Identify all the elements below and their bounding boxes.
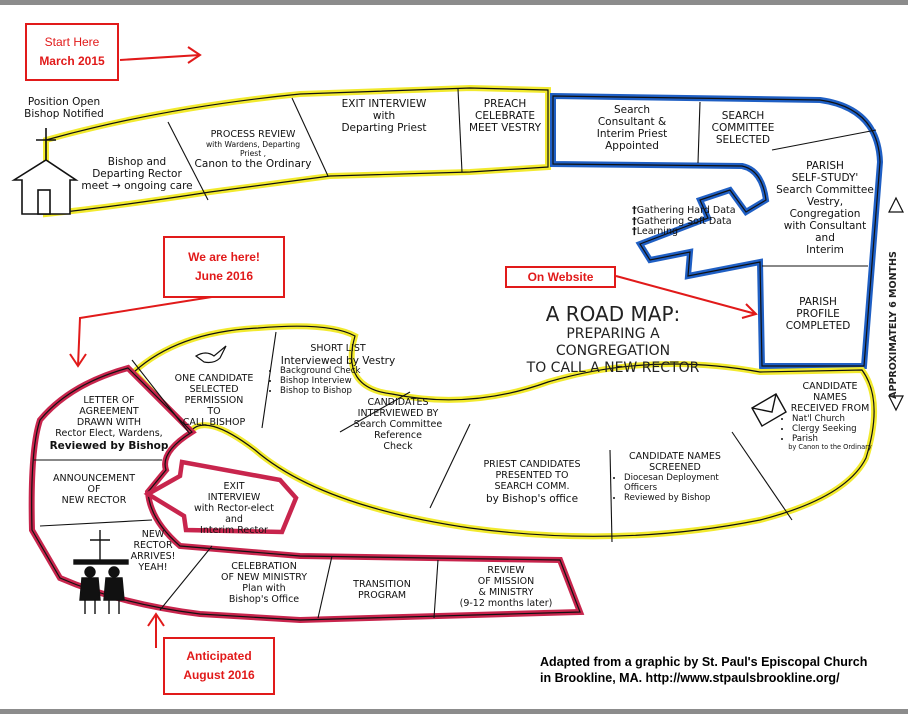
shortlist-item: • Bishop Interview bbox=[280, 377, 408, 387]
segment-preach-line-3: MEET VESTRY bbox=[468, 122, 541, 135]
segment-review-line-4: (9-12 months later) bbox=[459, 597, 553, 609]
segment-selfstudy-line-6: with Consultant bbox=[783, 220, 867, 233]
credit-line-2: in Brookline, MA. http://www.stpaulsbrookline.org/ bbox=[540, 671, 840, 686]
segment-profile-line-3: COMPLETED bbox=[785, 320, 851, 333]
title-line-4: TO CALL A NEW RECTOR bbox=[526, 359, 700, 376]
shortlist-item: • Background Check bbox=[280, 367, 408, 377]
segment-exit-interview bbox=[316, 98, 452, 134]
segment-agreement-line-1: LETTER OF bbox=[83, 395, 135, 406]
current-date-text: June 2016 bbox=[194, 269, 254, 283]
segment-process-review bbox=[188, 130, 318, 170]
segment-bishop-line-3: meet → ongoing care bbox=[81, 180, 193, 193]
segment-process-line-2: with Wardens, Departing bbox=[205, 139, 301, 149]
segment-announcement-line-3: NEW RECTOR bbox=[61, 494, 127, 506]
title-line-3: CONGREGATION bbox=[555, 342, 671, 359]
segment-bishop-line-1: Bishop and bbox=[107, 156, 167, 168]
segment-exit2-line-5: Interim Rector bbox=[200, 524, 268, 536]
segment-transition-line-2: PROGRAM bbox=[357, 589, 407, 601]
segment-selfstudy-line-8: Interim bbox=[806, 244, 844, 257]
segment-rector-arrives bbox=[118, 530, 188, 574]
segment-arrives-line-1: NEW bbox=[141, 529, 165, 540]
segment-names-screened bbox=[612, 452, 738, 503]
segment-agreement-line-2: AGREEMENT bbox=[79, 405, 139, 417]
segment-received-line-2: NAMES bbox=[813, 391, 847, 403]
segment-presented-line-4: by Bishop's office bbox=[485, 492, 579, 505]
bishop-notified-text: Bishop Notified bbox=[24, 108, 104, 121]
segment-exit2-line-3: with Rector-elect bbox=[194, 502, 274, 514]
segment-agreement-line-5: Reviewed by Bishop bbox=[49, 439, 169, 452]
anticipated-callout bbox=[163, 637, 275, 695]
segment-shortlist-line-2: Interviewed by Vestry bbox=[280, 354, 396, 367]
segment-interviewed-line-2: INTERVIEWED BY bbox=[357, 407, 439, 419]
segment-search-consultant bbox=[578, 104, 686, 152]
we-are-here-callout bbox=[163, 236, 285, 298]
segment-exit2-line-4: and bbox=[225, 513, 243, 525]
segment-process-line-3: Priest , bbox=[239, 148, 267, 158]
shortlist-item: • Bishop to Bishop bbox=[280, 387, 408, 397]
segment-profile-line-1: PARISH bbox=[799, 296, 837, 308]
segment-presented-line-3: SEARCH COMM. bbox=[494, 480, 570, 492]
segment-received-line-3: RECEIVED FROM bbox=[790, 402, 870, 414]
segment-candidates-interviewed bbox=[330, 398, 466, 453]
segment-screened-line-1: CANDIDATE NAMES bbox=[629, 451, 721, 462]
segment-process-line-4: Canon to the Ordinary bbox=[194, 158, 312, 171]
segment-search-committee bbox=[700, 110, 786, 146]
duration-label: APPROXIMATELY 6 MONTHS bbox=[888, 251, 899, 399]
segment-presented-line-2: PRESENTED TO bbox=[495, 469, 569, 481]
segment-preach-line-1: PREACH bbox=[483, 98, 527, 110]
segment-agreement-line-3: DRAWN WITH bbox=[76, 416, 142, 428]
segment-celebration-line-3: Plan with bbox=[242, 582, 286, 594]
segment-onecandidate-line-4: TO bbox=[207, 405, 221, 417]
segment-bishop-line-2: Departing Rector bbox=[92, 168, 182, 181]
segment-arrives-line-2: RECTOR bbox=[133, 539, 173, 551]
received-item: • Nat'l Church bbox=[792, 415, 880, 425]
segment-presented-line-1: PRIEST CANDIDATES bbox=[483, 459, 581, 470]
segment-self-study bbox=[776, 160, 874, 257]
anticipated-date-text: August 2016 bbox=[183, 668, 255, 682]
segment-search-line-4: Appointed bbox=[605, 140, 659, 153]
segment-transition-line-1: TRANSITION bbox=[353, 579, 411, 590]
segment-shortlist-line-1: SHORT LIST bbox=[310, 343, 366, 354]
segment-selfstudy-line-2: SELF-STUDY' bbox=[791, 172, 859, 185]
segment-announcement-line-1: ANNOUNCEMENT bbox=[53, 473, 135, 484]
segment-committee-line-3: SELECTED bbox=[715, 134, 771, 147]
segment-one-candidate bbox=[166, 374, 262, 429]
received-item: • Clergy Seeking bbox=[792, 425, 880, 435]
segment-arrives-line-4: YEAH! bbox=[138, 561, 168, 573]
anticipated-text: Anticipated bbox=[186, 649, 252, 664]
segment-interviewed-line-5: Check bbox=[383, 440, 413, 452]
segment-celebration-line-4: Bishop's Office bbox=[228, 593, 300, 605]
segment-review-line-3: & MINISTRY bbox=[478, 586, 534, 598]
segment-search-line-2: Consultant & bbox=[597, 116, 667, 129]
segment-exit-line-2: with bbox=[372, 110, 396, 123]
segment-celebration-line-1: CELEBRATION bbox=[231, 561, 297, 572]
start-here-callout bbox=[25, 23, 119, 81]
segment-selfstudy-line-3: Search Committee bbox=[776, 184, 874, 197]
segment-agreement-line-4: Rector Elect, Wardens, bbox=[55, 427, 163, 439]
segment-announcement-line-2: OF bbox=[87, 483, 101, 495]
segment-celebration bbox=[206, 562, 322, 606]
segment-committee-line-2: COMMITTEE bbox=[711, 122, 775, 135]
segment-search-line-1: Search bbox=[613, 104, 651, 116]
segment-announcement bbox=[40, 474, 148, 507]
credit-line-1: Adapted from a graphic by St. Paul's Episcopal Church bbox=[540, 655, 868, 669]
segment-screened-line-2: SCREENED bbox=[649, 461, 701, 473]
received-item: • Parish bbox=[792, 435, 880, 445]
segment-transition bbox=[332, 580, 432, 602]
title-line-1: A ROAD MAP: bbox=[545, 302, 681, 326]
segment-interviewed-line-4: Reference bbox=[374, 429, 422, 441]
segment-profile-line-2: PROFILE bbox=[796, 308, 840, 321]
on-website-callout bbox=[505, 266, 616, 288]
screened-item: • Diocesan Deployment Officers bbox=[624, 474, 738, 494]
segment-bishop-rector bbox=[74, 156, 200, 192]
segment-celebration-line-2: OF NEW MINISTRY bbox=[220, 571, 308, 583]
segment-preach bbox=[462, 98, 548, 134]
segment-exit-interview-rector bbox=[184, 482, 284, 537]
segment-preach-line-2: CELEBRATE bbox=[475, 110, 535, 123]
segment-process-line-1: PROCESS REVIEW bbox=[210, 129, 296, 140]
gathering-item: † Gathering Hard Data bbox=[632, 206, 760, 217]
on-website-text: On Website bbox=[527, 269, 594, 284]
segment-arrives-line-3: ARRIVES! bbox=[130, 550, 176, 562]
segment-selfstudy-line-7: and bbox=[815, 232, 835, 245]
segment-selfstudy-line-1: PARISH bbox=[806, 160, 844, 172]
segment-exit2-line-1: EXIT bbox=[223, 481, 245, 492]
segment-review-line-1: REVIEW bbox=[487, 565, 525, 576]
segment-selfstudy-line-5: Congregation bbox=[789, 208, 861, 221]
start-date-text: March 2015 bbox=[39, 54, 105, 68]
segment-interviewed-line-3: Search Committee bbox=[353, 418, 443, 430]
diagram-title bbox=[488, 303, 738, 376]
we-are-here-text: We are here! bbox=[188, 250, 260, 265]
segment-gathering-list bbox=[632, 206, 760, 238]
start-here-text: Start Here bbox=[44, 35, 100, 50]
segment-selfstudy-line-4: Vestry, bbox=[806, 196, 844, 209]
segment-parish-profile bbox=[772, 296, 864, 332]
segment-received-line-1: CANDIDATE bbox=[802, 381, 858, 392]
segment-letter-of-agreement bbox=[40, 396, 178, 452]
segment-search-line-3: Interim Priest bbox=[596, 128, 668, 141]
segment-review bbox=[440, 566, 572, 610]
position-open-text: Position Open bbox=[27, 96, 101, 108]
segment-onecandidate-line-1: ONE CANDIDATE bbox=[174, 373, 254, 384]
segment-onecandidate-line-5: CALL BISHOP bbox=[182, 416, 246, 428]
gathering-item: † Gathering Soft Data bbox=[632, 217, 760, 228]
gathering-item: † Learning bbox=[632, 227, 760, 238]
segment-candidates-presented bbox=[462, 460, 602, 505]
screened-item: • Reviewed by Bishop bbox=[624, 494, 738, 504]
segment-onecandidate-line-3: PERMISSION bbox=[184, 394, 244, 406]
segment-review-line-2: OF MISSION bbox=[477, 575, 535, 587]
segment-short-list bbox=[268, 344, 408, 397]
segment-exit-line-3: Departing Priest bbox=[341, 122, 427, 135]
segment-exit-line-1: EXIT INTERVIEW bbox=[341, 98, 427, 110]
credit-text bbox=[540, 654, 867, 687]
segment-exit2-line-2: INTERVIEW bbox=[207, 491, 261, 503]
segment-onecandidate-line-2: SELECTED bbox=[189, 383, 239, 395]
position-open-label bbox=[8, 96, 120, 120]
received-note: by Canon to the Ordinary bbox=[788, 443, 872, 452]
segment-interviewed-line-1: CANDIDATES bbox=[367, 397, 429, 408]
segment-names-received bbox=[780, 382, 880, 452]
title-line-2: PREPARING A bbox=[566, 326, 660, 342]
segment-committee-line-1: SEARCH bbox=[721, 110, 765, 122]
